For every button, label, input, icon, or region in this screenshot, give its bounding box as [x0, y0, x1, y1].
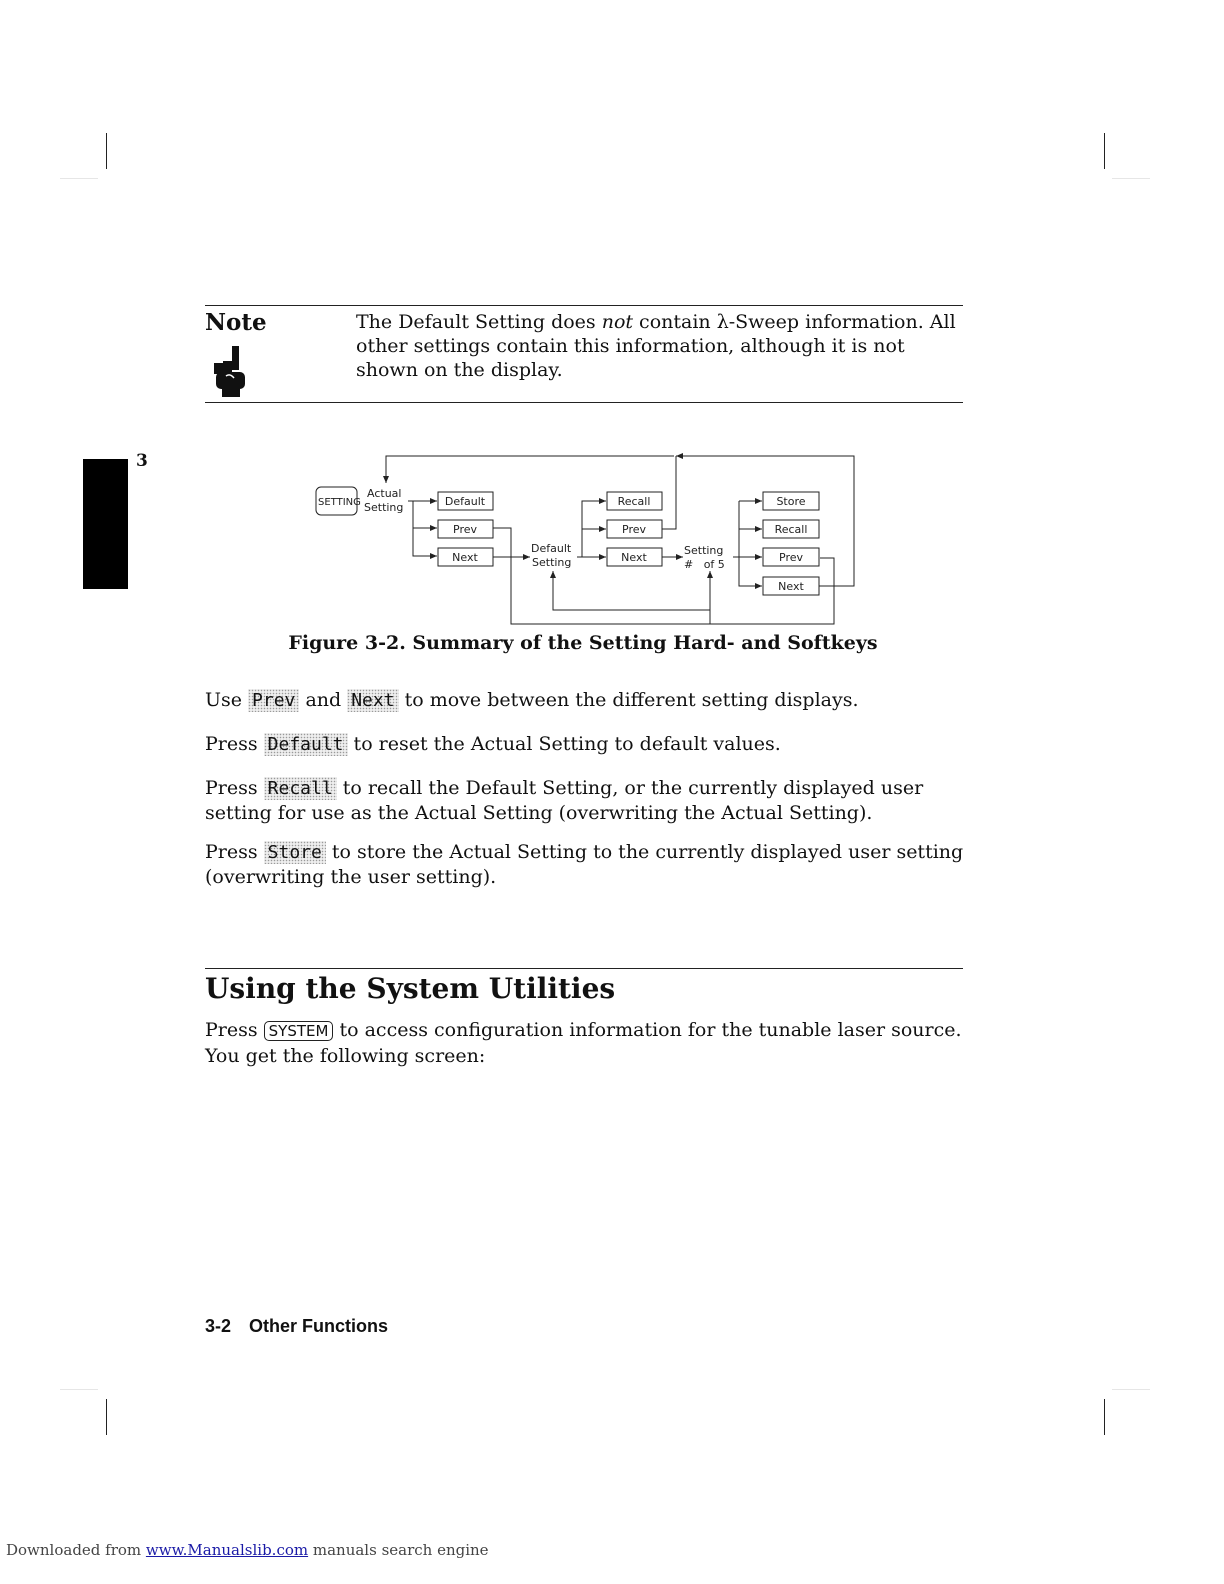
paragraph-recall: [205, 776, 965, 826]
actual-setting-label: Setting: [364, 501, 404, 514]
note-label: Note: [205, 309, 267, 336]
note-text-part2: contain λ-Sweep information. All other settings contain this information, although it is not shown on the display.: [356, 311, 956, 381]
text: Use: [205, 689, 249, 711]
crop-hairline: [1112, 1389, 1150, 1390]
text: Press: [205, 777, 264, 799]
actual-setting-label: Actual: [367, 487, 402, 500]
section-title: Using the System Utilities: [205, 972, 616, 1005]
setting-number-label: # of 5: [684, 558, 725, 571]
softkey-next: Next: [452, 551, 478, 564]
softkey-default: Default: [444, 495, 486, 508]
softkey-default: Default: [264, 733, 348, 756]
text: to access configuration information for the tunable laser source. You get the following screen:: [205, 1019, 962, 1067]
download-prefix: Downloaded from: [6, 1541, 146, 1559]
text: to move between the different setting displays.: [398, 689, 859, 711]
setting-number-label: Setting: [684, 544, 724, 557]
download-notice: [6, 1541, 489, 1559]
paragraph-store: [205, 840, 965, 890]
softkey-recall: Recall: [774, 523, 808, 536]
softkey-prev: Prev: [248, 689, 299, 712]
system-hardkey: SYSTEM: [264, 1021, 334, 1041]
softkey-prev: Prev: [622, 523, 646, 536]
download-suffix: manuals search engine: [308, 1541, 489, 1559]
page-number: 3-2: [205, 1316, 232, 1336]
default-setting-label: Default: [531, 542, 572, 555]
page-footer: [205, 1316, 388, 1337]
setting-hardkey-label: SETTING: [318, 497, 361, 508]
softkey-next: Next: [621, 551, 647, 564]
softkey-next: Next: [778, 580, 804, 593]
paragraph-default: [205, 732, 965, 757]
note-text-part1: The Default Setting does: [356, 311, 602, 333]
manualslib-link[interactable]: www.Manualslib.com: [145, 1541, 309, 1559]
text: Press: [205, 733, 264, 755]
figure-caption: Figure 3-2. Summary of the Setting Hard- and Softkeys: [288, 632, 878, 654]
text: to store the Actual Setting to the currently displayed user setting (overwriting the user setting).: [205, 841, 964, 888]
footer-title: Other Functions: [249, 1316, 389, 1336]
crop-mark: [106, 1399, 107, 1435]
text: Press: [205, 1019, 264, 1041]
softkey-store: Store: [264, 841, 326, 864]
default-setting-label: Setting: [532, 556, 572, 569]
crop-mark: [1104, 1399, 1105, 1435]
softkey-prev: Prev: [779, 551, 803, 564]
softkey-prev: Prev: [453, 523, 477, 536]
paragraph-prev-next: [205, 688, 965, 713]
crop-hairline: [60, 1389, 98, 1390]
softkey-next: Next: [347, 689, 398, 712]
section-rule: [205, 968, 963, 969]
paragraph-system: [205, 1018, 965, 1069]
softkey-recall: Recall: [617, 495, 651, 508]
softkey-store: Store: [776, 495, 806, 508]
setting-flow-diagram: [0, 0, 1224, 630]
chapter-number: 3: [136, 451, 148, 471]
text: Press: [205, 841, 264, 863]
softkey-recall: Recall: [264, 777, 337, 800]
text: and: [299, 689, 348, 711]
note-text-emphasis: not: [601, 311, 634, 333]
text: to recall the Default Setting, or the currently displayed user setting for use as the Actual Setting (overwriting the Actual Setting).: [205, 777, 924, 824]
text: to reset the Actual Setting to default values.: [347, 733, 781, 755]
